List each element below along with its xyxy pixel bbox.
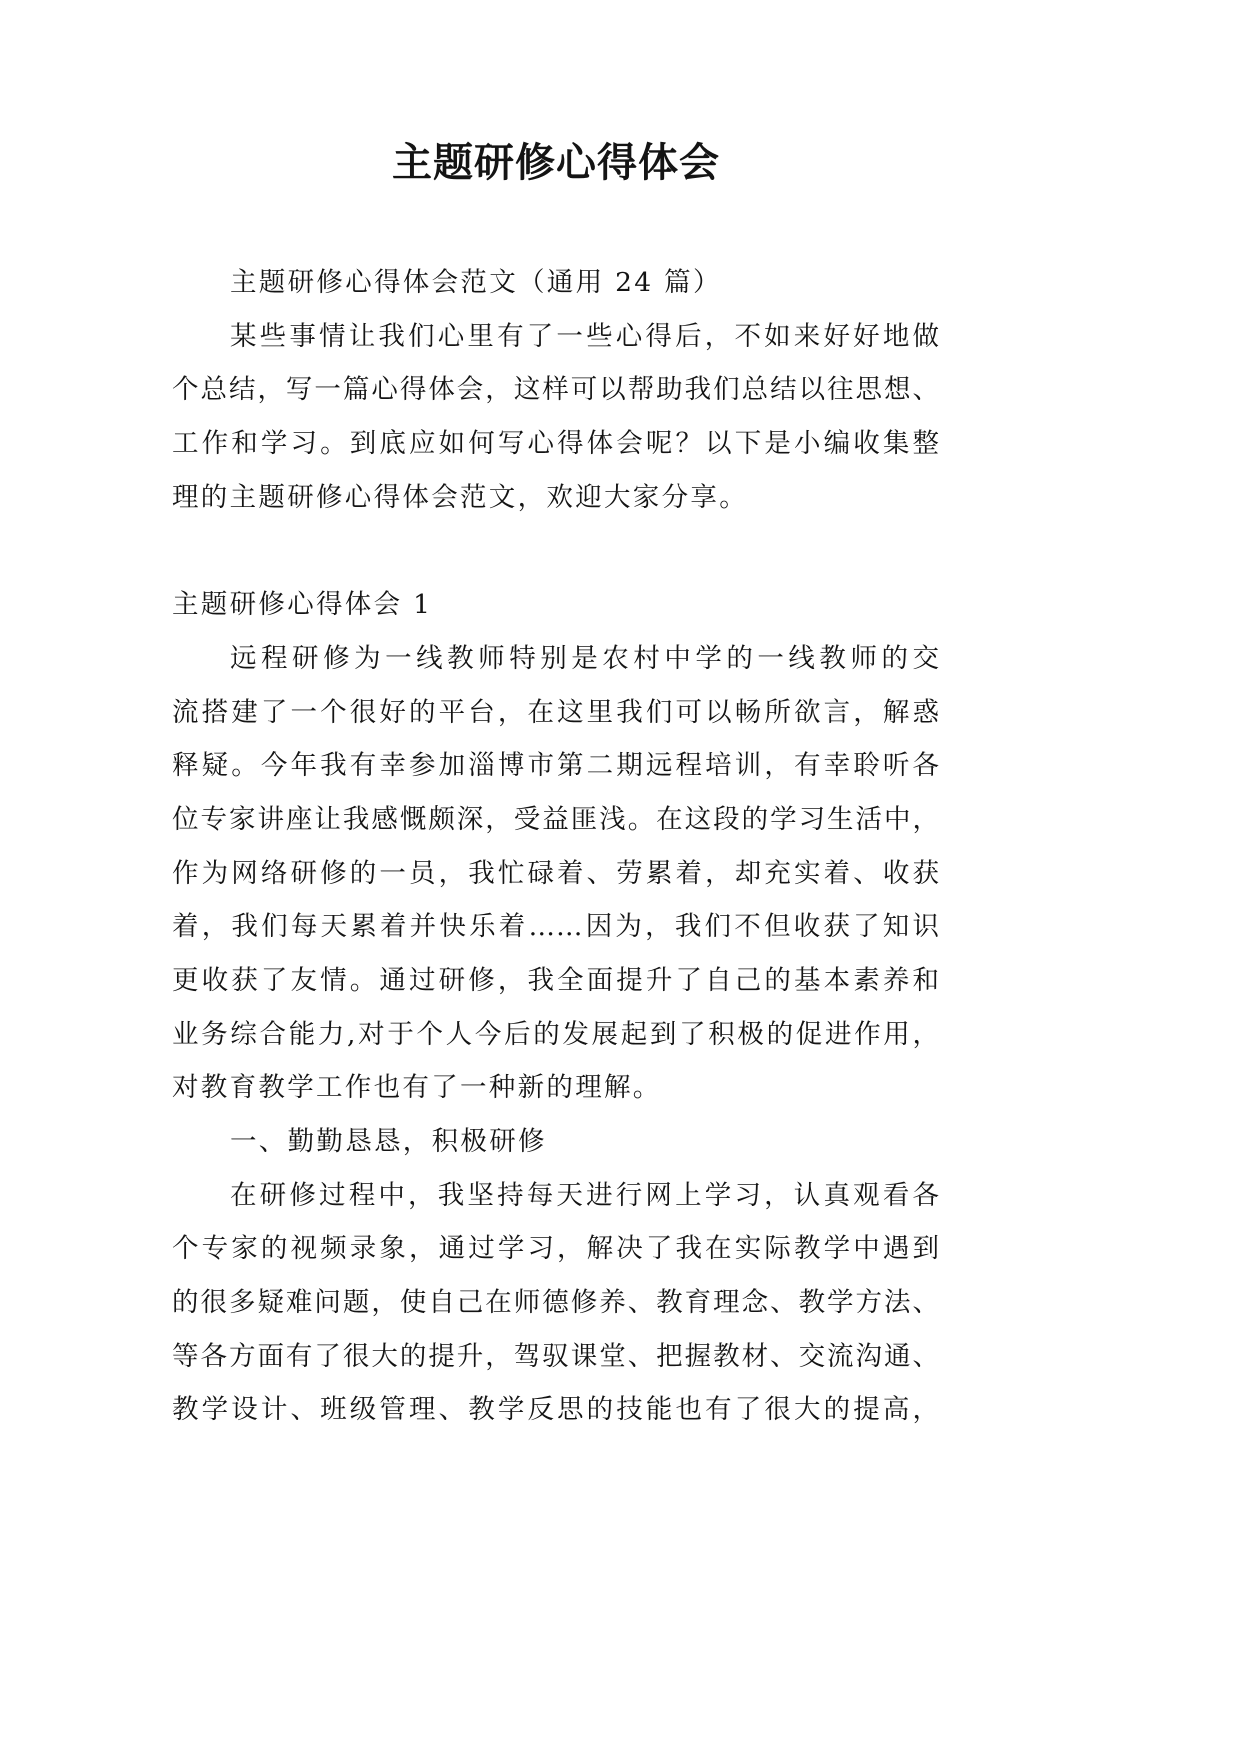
- subheading-paragraph: [172, 1115, 940, 1169]
- text-line: 某些事情让我们心里有了一些心得后，不如来好好地做: [230, 320, 940, 352]
- text-line: 远程研修为一线教师特别是农村中学的一线教师的交: [230, 642, 940, 674]
- text-line: 的很多疑难问题，使自己在师德修养、教育理念、教学方法、: [172, 1287, 940, 1319]
- text-line: 工作和学习。到底应如何写心得体会呢？以下是小编收集整: [172, 428, 940, 460]
- intro-section: [172, 256, 940, 524]
- text-line: 业务综合能力,对于个人今后的发展起到了积极的促进作用，: [172, 1018, 940, 1050]
- text-line: 位专家讲座让我感慨颇深，受益匪浅。在这段的学习生活中，: [172, 803, 940, 835]
- document-title: 主题研修心得体会: [392, 139, 720, 186]
- document-body: [172, 133, 940, 1437]
- text-line: 作为网络研修的一员，我忙碌着、劳累着，却充实着、收获: [172, 857, 940, 889]
- section-1: [172, 578, 940, 1437]
- section-heading: 主题研修心得体会 1: [172, 589, 433, 621]
- blank-line: [172, 524, 940, 578]
- text-line: 更收获了友情。通过研修，我全面提升了自己的基本素养和: [172, 964, 940, 996]
- intro-subtitle: 主题研修心得体会范文（通用 24 篇）: [230, 267, 722, 298]
- text-line: 等各方面有了很大的提升，驾驭课堂、把握教材、交流沟通、: [172, 1340, 940, 1372]
- text-line: 个总结，写一篇心得体会，这样可以帮助我们总结以往思想、: [172, 374, 940, 406]
- text-line: 在研修过程中，我坚持每天进行网上学习，认真观看各: [230, 1179, 940, 1211]
- paragraph: [172, 1169, 940, 1437]
- subheading: 一、勤勤恳恳，积极研修: [230, 1126, 547, 1157]
- text-line: 教学设计、班级管理、教学反思的技能也有了很大的提高，: [172, 1394, 940, 1426]
- text-line: 个专家的视频录象，通过学习，解决了我在实际教学中遇到: [172, 1233, 940, 1265]
- text-line: 理的主题研修心得体会范文，欢迎大家分享。: [172, 481, 748, 513]
- text-line: 流搭建了一个很好的平台，在这里我们可以畅所欲言，解惑: [172, 696, 940, 728]
- paragraph: [172, 632, 940, 1115]
- text-line: 着，我们每天累着并快乐着……因为，我们不但收获了知识: [172, 911, 940, 943]
- text-line: 释疑。今年我有幸参加淄博市第二期远程培训，有幸聆听各: [172, 750, 940, 782]
- text-line: 对教育教学工作也有了一种新的理解。: [172, 1072, 662, 1104]
- intro-paragraph: [172, 310, 940, 525]
